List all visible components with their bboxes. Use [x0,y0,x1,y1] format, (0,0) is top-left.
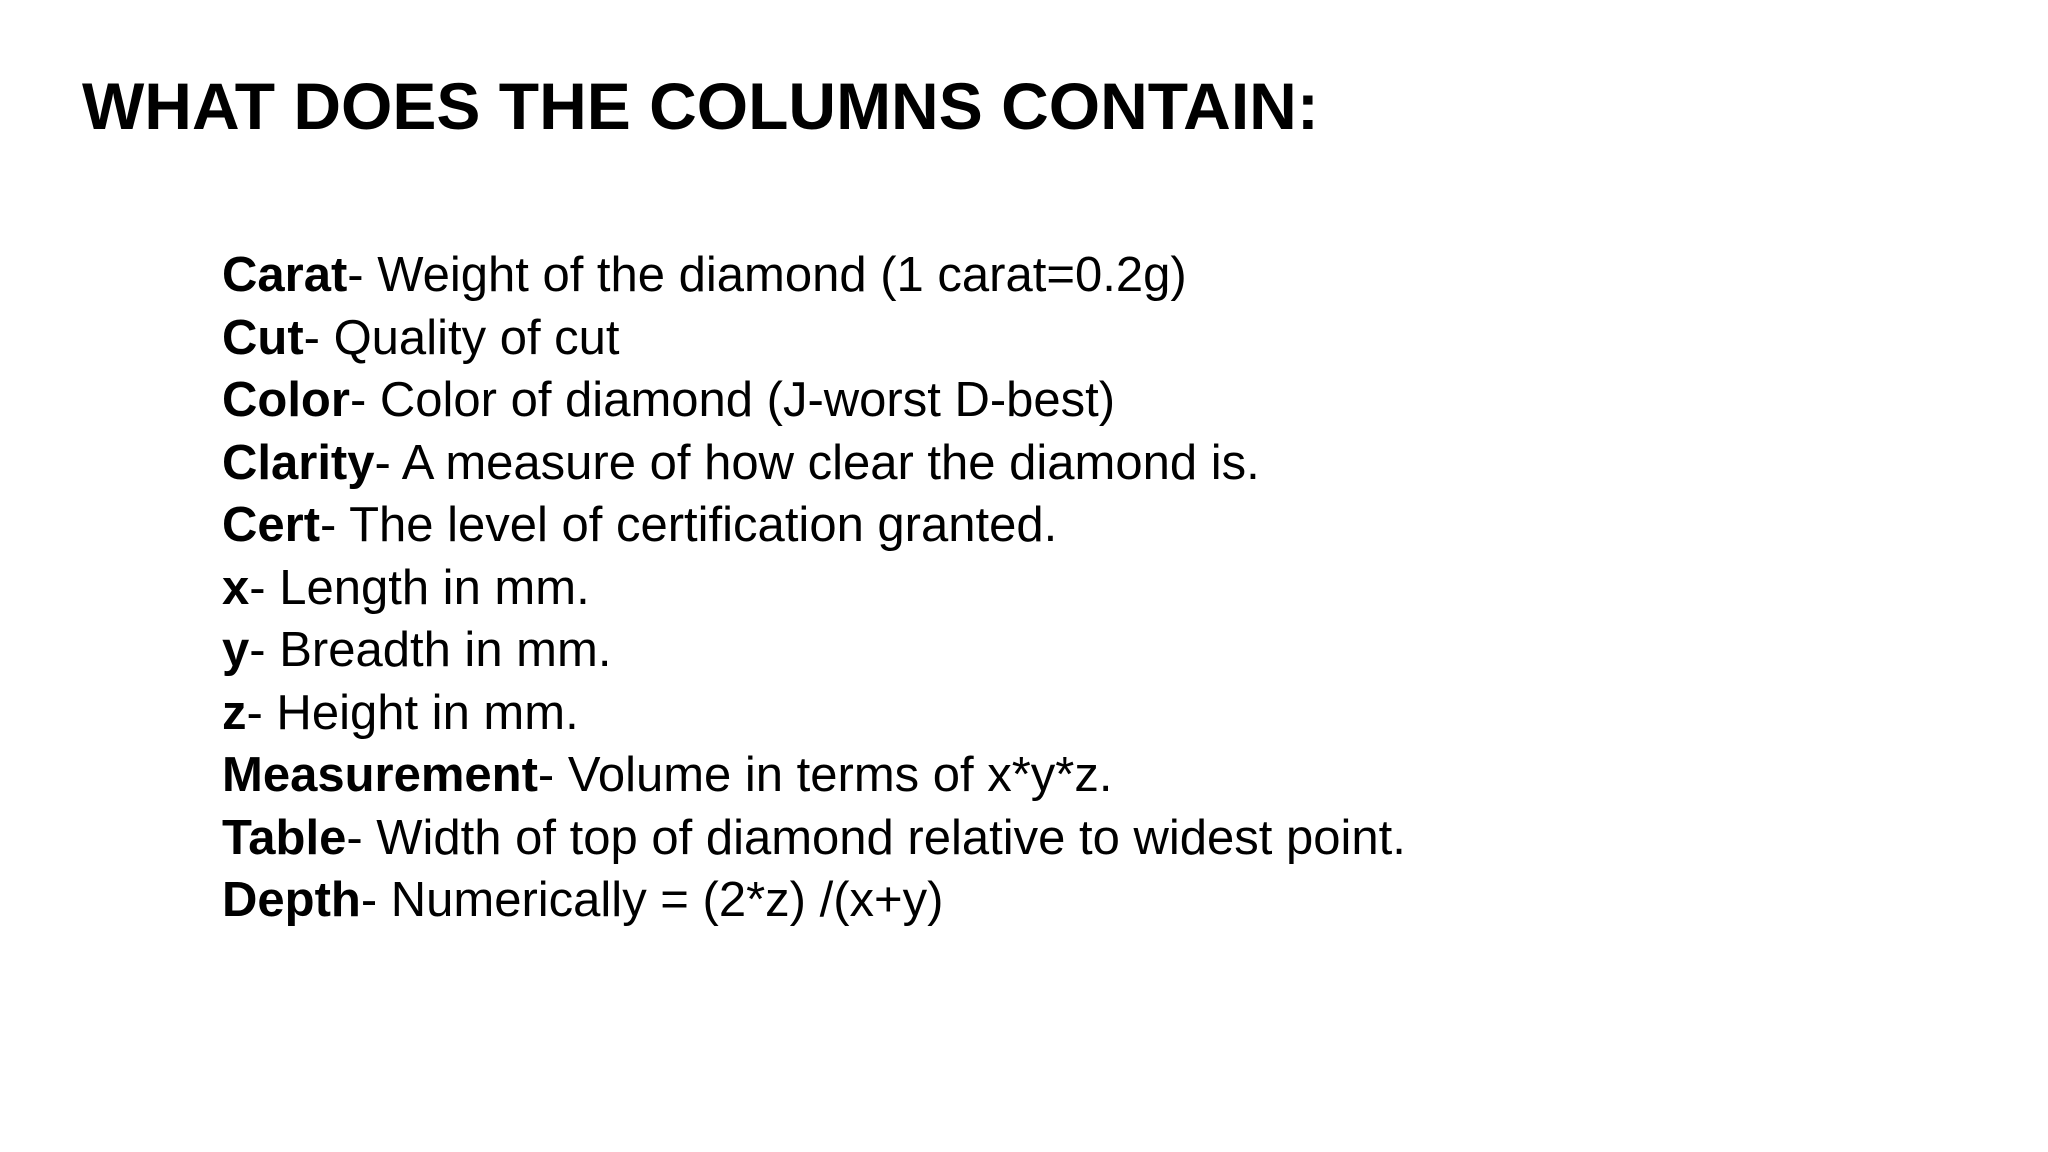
list-item-term: z [222,685,247,740]
list-item-text [222,807,1406,870]
list-item-text [222,869,943,932]
list-item-text [222,619,611,682]
list-item-description: - Breadth in mm. [249,623,612,677]
list-item-description: - Length in mm. [249,560,590,615]
list-item-text [222,432,1260,495]
list-item-term: Cut [222,310,304,365]
list-item-description: - Volume in terms of x*y*z. [537,748,1113,802]
list-item-term: Color [222,373,350,427]
list-item-term: y [222,623,250,677]
list-item-term: Measurement [222,748,538,802]
list-item-term: Clarity [222,435,375,490]
list-item-text [222,369,1115,432]
list-item-description: - Numerically = (2*z) /(x+y) [360,873,944,927]
list-item-text [222,244,1187,307]
list-item-description: - Quality of cut [303,310,620,365]
list-item-text [222,307,620,370]
list-item-term: Table [222,810,347,865]
list-item-description: - The level of certification granted. [320,498,1058,552]
list-item-term: Carat [222,248,348,302]
list-item-description: - Height in mm. [246,685,579,740]
list-item-text [222,682,579,745]
list-item-text [222,557,590,620]
list-item-description: - Color of diamond (J-worst D-best) [349,373,1116,427]
list-item-description: - Width of top of diamond relative to widest point. [346,810,1406,865]
list-item-text [222,744,1112,807]
slide-title: WHAT DOES THE COLUMNS CONTAIN: [82,69,1319,143]
list-item-term: Cert [222,498,321,552]
list-item-text [222,494,1057,557]
list-item-description: - Weight of the diamond (1 carat=0.2g) [347,248,1187,302]
list-item-term: x [222,560,250,615]
list-item-description: - A measure of how clear the diamond is. [374,435,1260,490]
list-item-term: Depth [222,873,361,927]
